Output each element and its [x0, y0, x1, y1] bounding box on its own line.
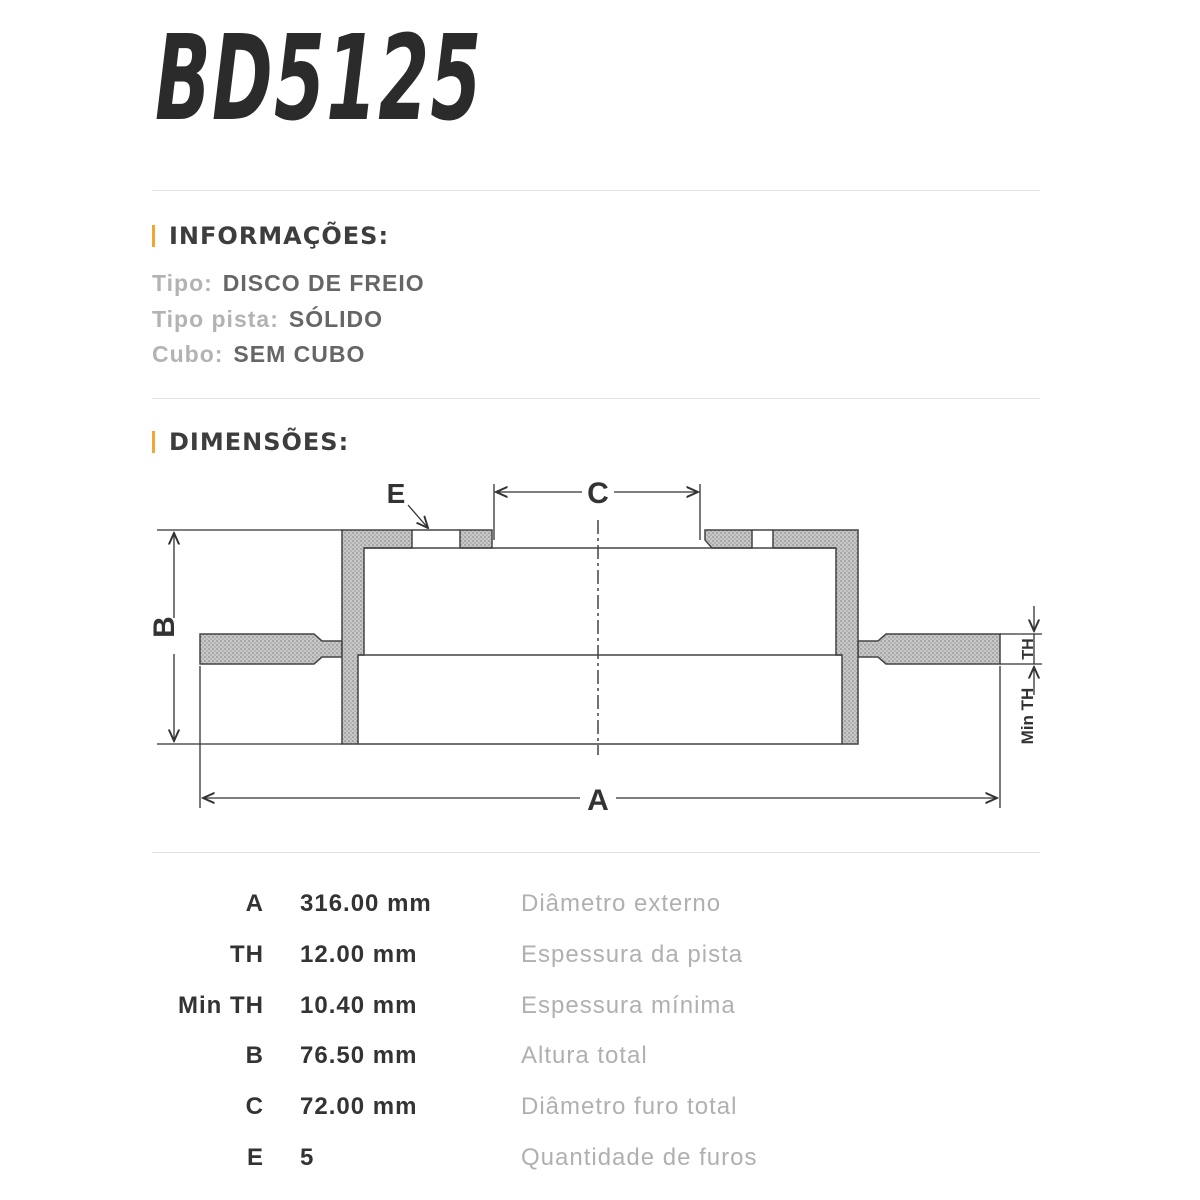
label-b: B — [148, 616, 181, 638]
info-value: DISCO DE FREIO — [222, 270, 425, 296]
brake-disc-section-diagram — [0, 460, 1200, 830]
info-heading-label: INFORMAÇÕES: — [169, 222, 390, 250]
label-c: C — [587, 477, 609, 510]
spec-code: B — [245, 1042, 264, 1069]
spec-value: 12.00 mm — [300, 941, 418, 968]
product-code-title: BD5125 — [155, 9, 483, 147]
info-row-tipo — [152, 270, 425, 297]
divider-top — [152, 190, 1040, 191]
top-segment-right — [705, 530, 752, 548]
spec-code: A — [245, 890, 264, 917]
spec-row — [0, 941, 1200, 991]
spec-row — [0, 1144, 1200, 1194]
divider-middle — [152, 398, 1040, 399]
spec-description: Diâmetro externo — [521, 890, 722, 917]
spec-description: Altura total — [521, 1042, 648, 1069]
top-segment-left — [460, 530, 492, 548]
label-a: A — [587, 784, 609, 817]
spec-row — [0, 1042, 1200, 1092]
spec-value: 10.40 mm — [300, 992, 418, 1019]
info-row-tipo-pista — [152, 306, 383, 333]
spec-value: 316.00 mm — [300, 890, 432, 917]
divider-bottom — [152, 852, 1040, 853]
right-friction-ring — [858, 634, 1000, 664]
right-hat-wall — [773, 530, 858, 744]
accent-bar — [152, 431, 155, 453]
info-heading — [152, 222, 389, 250]
inner-lines — [358, 530, 842, 744]
dimensions-heading — [152, 428, 349, 456]
spec-value: 5 — [300, 1144, 315, 1171]
spec-description: Quantidade de furos — [521, 1144, 758, 1171]
spec-code: C — [245, 1093, 264, 1120]
label-e: E — [386, 478, 406, 509]
spec-description: Diâmetro furo total — [521, 1093, 738, 1120]
spec-row — [0, 1093, 1200, 1143]
spec-row — [0, 890, 1200, 940]
info-key: Tipo pista: — [152, 306, 279, 332]
accent-bar — [152, 225, 155, 247]
spec-code: E — [246, 1144, 264, 1171]
info-key: Tipo: — [152, 270, 213, 296]
spec-value: 72.00 mm — [300, 1093, 418, 1120]
spec-value: 76.50 mm — [300, 1042, 418, 1069]
disc-profile — [200, 530, 1000, 744]
spec-row — [0, 992, 1200, 1042]
info-value: SÓLIDO — [288, 306, 384, 332]
label-min-th: Min TH — [1018, 687, 1037, 745]
dimensions-heading-label: DIMENSÕES: — [169, 428, 350, 456]
info-value: SEM CUBO — [233, 341, 366, 367]
spec-code: Min TH — [178, 992, 264, 1019]
spec-description: Espessura mínima — [521, 992, 736, 1019]
label-th: TH — [1020, 638, 1037, 660]
leader-e — [408, 505, 428, 528]
left-hat-wall — [342, 530, 412, 744]
info-row-cubo — [152, 341, 365, 368]
spec-code: TH — [230, 941, 264, 968]
left-friction-ring — [200, 634, 342, 664]
spec-description: Espessura da pista — [521, 941, 744, 968]
info-key: Cubo: — [152, 341, 224, 367]
